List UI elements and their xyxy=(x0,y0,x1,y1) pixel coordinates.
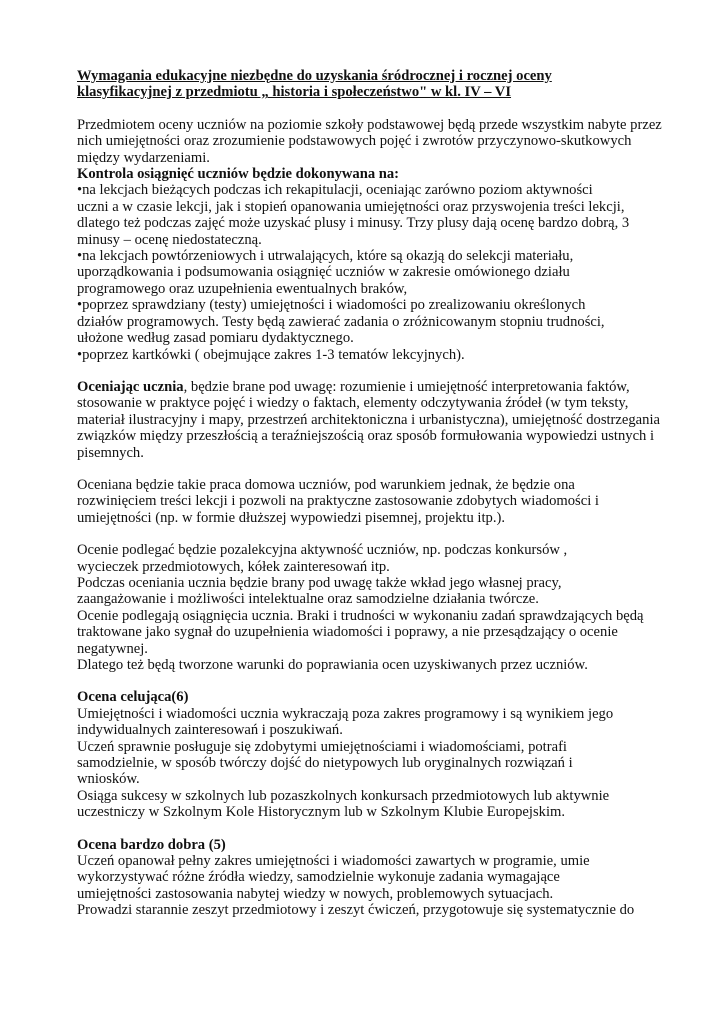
text-line: umiejętności zastosowania nabytej wiedzy w nowych, problemowych sytuacjach. xyxy=(77,885,554,902)
text-line: Przedmiotem oceny uczniów na poziomie szkoły podstawowej będą przede wszystkim nabyte przez xyxy=(77,116,662,133)
text-line: Umiejętności i wiadomości ucznia wykraczają poza zakres programowy i są wynikiem jego xyxy=(77,705,614,722)
text-fragment: , będzie brane pod uwagę: rozumienie i umiejętność interpretowania faktów, xyxy=(183,378,630,395)
text-line: Uczeń opanował pełny zakres umiejętności i wiadomości zawartych w programie, umie xyxy=(77,853,590,870)
document-page xyxy=(77,68,667,919)
text-line: samodzielnie, w sposób twórczy dojść do nietypowych lub oryginalnych rozwiązań i xyxy=(77,755,573,772)
text-line: zaangażowanie i możliwości intelektualne oraz samodzielne działania twórcze. xyxy=(77,591,539,608)
text-line: uporządkowania i podsumowania osiągnięć uczniów w zakresie omówionego działu xyxy=(77,264,570,281)
text-line xyxy=(77,379,667,395)
text-line: indywidualnych zainteresowań i poszukiwań. xyxy=(77,722,343,739)
text-line: między wydarzeniami. xyxy=(77,149,210,166)
text-line: ułożone według zasad pomiaru dydaktycznego. xyxy=(77,330,354,347)
text-line: materiał ilustracyjny i mapy, przestrzeń architektoniczna i urbanistyczna), umiejętność dostrzegania xyxy=(77,411,660,428)
text-line: •poprzez sprawdziany (testy) umiejętności i wiadomości po zrealizowaniu określonych xyxy=(77,297,586,314)
text-line: pisemnych. xyxy=(77,444,144,461)
text-line: dlatego też podczas zajęć może uzyskać plusy i minusy. Trzy plusy dają ocenę bardzo dobrą, 3 xyxy=(77,215,630,232)
homework-paragraph xyxy=(77,477,667,526)
text-line: negatywnej. xyxy=(77,640,148,657)
intro-paragraph xyxy=(77,117,667,166)
grade6-heading: Ocena celująca(6) xyxy=(77,689,189,706)
text-line: stosowanie w praktyce pojęć i wiedzy o faktach, elementy odczytywania źródeł (w tym teksty, xyxy=(77,395,629,412)
text-line: Osiąga sukcesy w szkolnych lub pozaszkolnych konkursach przedmiotowych lub aktywnie xyxy=(77,787,610,804)
text-line: umiejętności (np. w formie dłuższej wypowiedzi pisemnej, projektu itp.). xyxy=(77,509,505,526)
text-line: •na lekcjach powtórzeniowych i utrwalających, które są okazją do selekcji materiału, xyxy=(77,248,574,265)
control-heading: Kontrola osiągnięć uczniów będzie dokonywana na: xyxy=(77,166,400,183)
text-line: Oceniana będzie takie praca domowa uczniów, pod warunkiem jednak, że będzie ona xyxy=(77,476,575,493)
text-line: rozwinięciem treści lekcji i pozwoli na praktyczne zastosowanie zdobytych wiadomości i xyxy=(77,493,599,510)
text-line: działów programowych. Testy będą zawierać zadania o zróżnicowanym stopniu trudności, xyxy=(77,313,605,330)
text-line: Dlatego też będą tworzone warunki do poprawiania ocen uzyskiwanych przez uczniów. xyxy=(77,657,588,673)
text-line: Ocenie podlegają osiągnięcia ucznia. Braki i trudności w wykonaniu zadań sprawdzających będą xyxy=(77,607,644,624)
control-section xyxy=(77,166,667,363)
text-line: uczestniczy w Szkolnym Kole Historycznym lub w Szkolnym Klubie Europejskim. xyxy=(77,804,565,821)
text-line: wniosków. xyxy=(77,771,140,788)
grade6-section xyxy=(77,689,667,820)
assessing-bold: Oceniając ucznia xyxy=(77,378,184,395)
title-line: klasyfikacyjnej z przedmiotu „ historia i społeczeństwo" w kl. IV – VI xyxy=(77,84,512,101)
assessing-paragraph xyxy=(77,379,667,461)
text-line: nich umiejętności oraz zrozumienie podstawowych pojęć i zwrotów przyczynowo-skutkowych xyxy=(77,133,632,150)
document-title xyxy=(77,68,667,101)
text-line: traktowane jako sygnał do uzupełnienia wiadomości i poprawy, a nie przesądzający o ocenie xyxy=(77,624,618,641)
text-line: Ocenie podlegać będzie pozalekcyjna aktywność uczniów, np. podczas konkursów , xyxy=(77,542,568,559)
text-line: związków między przeszłością a teraźniejszością oraz sposób formułowania wypowiedzi ustnych i xyxy=(77,428,655,445)
text-line: Prowadzi starannie zeszyt przedmiotowy i zeszyt ćwiczeń, przygotowuje się systematycznie do xyxy=(77,902,635,919)
extra-paragraph xyxy=(77,542,667,673)
grade5-section xyxy=(77,837,667,919)
text-line: Podczas oceniania ucznia będzie brany pod uwagę także wkład jego własnej pracy, xyxy=(77,574,562,591)
title-line: Wymagania edukacyjne niezbędne do uzyskania śródrocznej i rocznej oceny xyxy=(77,68,552,84)
text-line: uczni a w czasie lekcji, jak i stopień opanowania umiejętności oraz przyswojenia treści lekcji, xyxy=(77,198,625,215)
text-line: wykorzystywać różne źródła wiedzy, samodzielnie wykonuje zadania wymagające xyxy=(77,869,560,886)
grade5-heading: Ocena bardzo dobra (5) xyxy=(77,836,226,853)
text-line: •poprzez kartkówki ( obejmujące zakres 1-3 tematów lekcyjnych). xyxy=(77,346,465,363)
text-line: programowego oraz uzupełnienia ewentualnych braków, xyxy=(77,280,408,297)
text-line: minusy – ocenę niedostateczną. xyxy=(77,231,262,248)
text-line: Uczeń sprawnie posługuje się zdobytymi umiejętnościami i wiadomościami, potrafi xyxy=(77,738,567,755)
text-line: •na lekcjach bieżących podczas ich rekapitulacji, oceniając zarówno poziom aktywności xyxy=(77,182,593,199)
text-line: wycieczek przedmiotowych, kółek zainteresowań itp. xyxy=(77,558,390,575)
